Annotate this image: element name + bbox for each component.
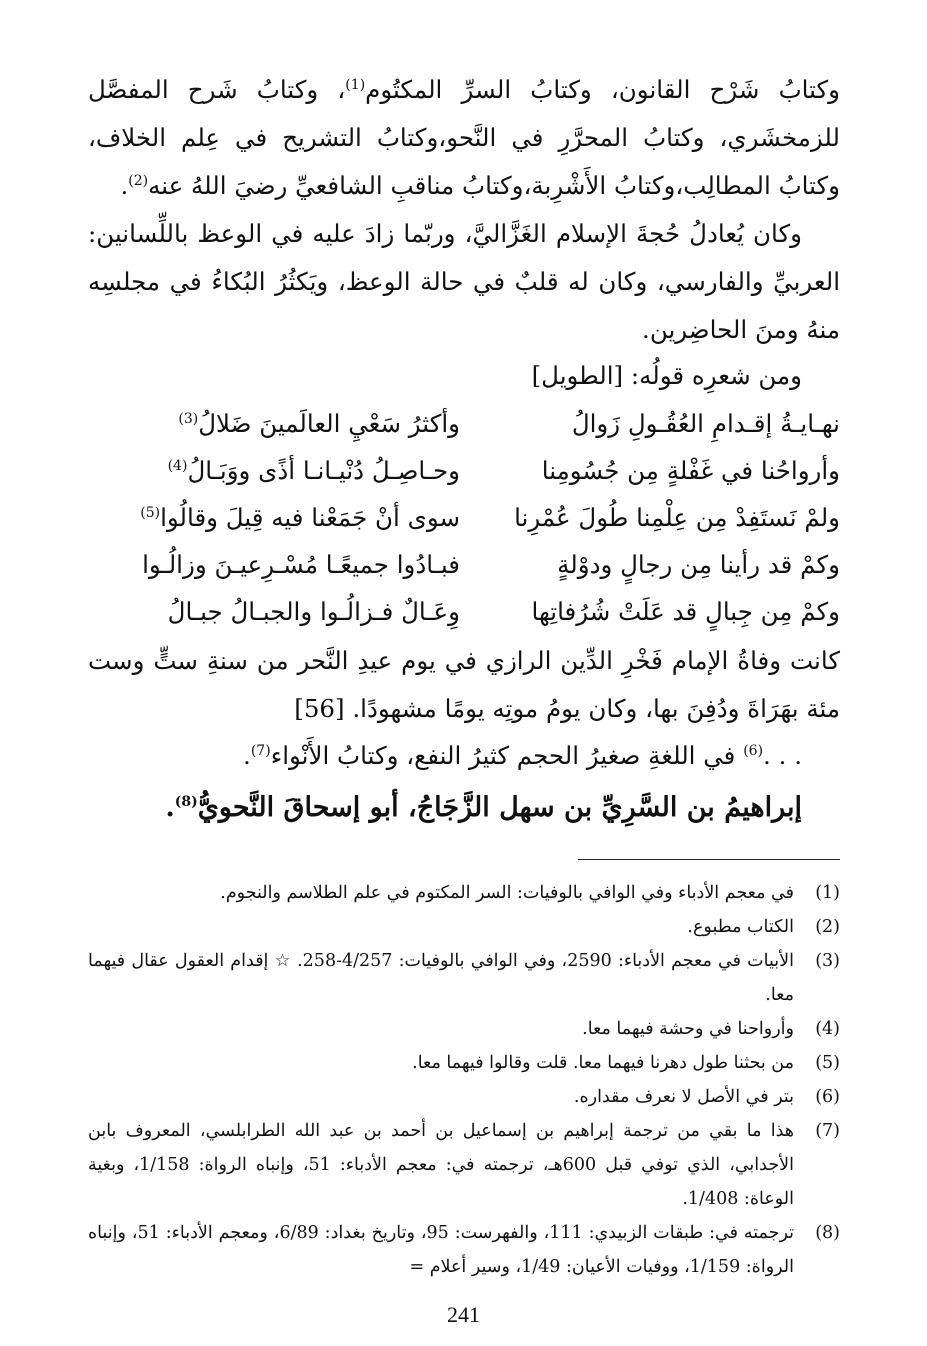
footnote-number: (8)	[815, 1223, 840, 1243]
text-run: في اللغةِ صغيرُ الحجم كثيرُ النفع، وكتابُ الأَنْواء	[270, 741, 744, 770]
footnote-text: في معجم الأدباء وفي الوافي بالوفيات: السر المكتوم في علم الطلاسم والنجوم.	[220, 883, 794, 903]
paragraph-death: كانت وفاةُ الإمام فَخْرِ الدِّين الرازي في يوم عيدِ النَّحر من سنةِ ستٍّ وست مئة بهَرَاةَ ودُفِنَ بها، وكان يومُ موتِه يومًا مشهودًا. [56]	[88, 646, 840, 723]
verse-line	[88, 494, 840, 541]
footnote-number: (2)	[815, 917, 840, 937]
footnote	[88, 1046, 840, 1080]
footnote-number: (7)	[815, 1121, 840, 1141]
hemistich-first: ولمْ نَستَفِدْ مِن عِلْمِنا طُولَ عُمْرِنا	[514, 503, 840, 532]
text-run: .	[243, 741, 251, 770]
paragraph-books	[88, 66, 840, 210]
footnotes	[88, 876, 840, 1284]
footnote-ref[interactable]: (6)	[743, 742, 764, 759]
paragraph-fragment	[88, 733, 840, 779]
footnote-ref[interactable]: (1)	[345, 76, 366, 93]
hemistich-first: نهـايـةُ إقـدامِ العُقُـولِ زَوالُ	[571, 409, 840, 438]
hemistich-first: وكمْ قد رأينا مِن رجالٍ ودوْلةٍ	[557, 550, 840, 579]
poem	[88, 400, 840, 635]
footnote-text: الكتاب مطبوع.	[687, 917, 794, 937]
hemistich-second: وِعَـالٌ فـزالُـوا والجبـالُ جبـالُ	[167, 597, 460, 626]
verse-line	[88, 400, 840, 447]
footnote	[88, 876, 840, 910]
footnote-ref[interactable]: (2)	[128, 172, 149, 189]
footnote-text: من بحثنا طول دهرنا فيهما معا. قلت وقالوا فيهما معا.	[412, 1053, 794, 1073]
text-run: وكتابُ شَرْح القانون، وكتابُ السرِّ المكتُوم	[365, 75, 840, 104]
hemistich-second	[88, 494, 460, 541]
footnote	[88, 1114, 840, 1216]
footnote-ref[interactable]: (3)	[178, 410, 199, 427]
text-run: ، وكتابُ شَرح المفصَّل للزمخشَري، وكتابُ المحرَّرِ في النَّحو،وكتابُ التشريح في عِلم الخلاف، وكتابُ المطالِب،وكتابُ الأَشْرِبة،وكتابُ مناقبِ الشافعيِّ رضيَ اللهُ عنه	[88, 75, 840, 200]
footnote-ref[interactable]: (4)	[167, 457, 188, 474]
ellipsis: . . .	[763, 741, 802, 770]
footnote	[88, 1080, 840, 1114]
heading-end: .	[165, 792, 175, 823]
footnote-text: بتر في الأصل لا نعرف مقداره.	[573, 1087, 794, 1107]
hemistich-first: وأرواحُنا في غَفْلةٍ مِن جُسُومِنا	[541, 456, 840, 485]
verse-line	[88, 447, 840, 494]
footnote-ref[interactable]: (5)	[140, 504, 161, 521]
footnote-text: هذا ما بقي من ترجمة إبراهيم بن إسماعيل بن أحمد بن عبد الله الطرابلسي، المعروف بابن الأجدابي، الذي توفي قبل 600هـ، ترجمته في: معجم الأدباء: 51، وإنباه الرواة: 1/158، وبغية الوعاة: 1/408.	[88, 1121, 795, 1209]
poem-intro: ومن شعرِه قولُه: [الطويل]	[531, 361, 802, 390]
footnote	[88, 1012, 840, 1046]
footnote-text: وأرواحنا في وحشة فيهما معا.	[582, 1019, 794, 1039]
page-body	[88, 66, 840, 1284]
footnote-number: (6)	[815, 1087, 840, 1107]
page-number: 241	[447, 1302, 480, 1327]
footnote-number: (1)	[815, 883, 840, 903]
footnote-number: (5)	[815, 1053, 840, 1073]
footnote	[88, 944, 840, 1012]
hemistich-first: وكمْ مِن جِبالٍ قد عَلَتْ شُرُفاتِها	[531, 597, 840, 626]
footnote-separator	[578, 859, 840, 860]
footnote-number: (3)	[815, 951, 840, 971]
footnote-text: الأبيات في معجم الأدباء: 2590، وفي الوافي بالوفيات: 4/257-258. ☆ إقدام العقول عقال فيهما معا.	[88, 951, 794, 1005]
hemistich-second	[88, 400, 460, 447]
footnote-number: (4)	[815, 1019, 840, 1039]
paragraph-preaching: وكان يُعادلُ حُجةَ الإسلام الغَزَّاليَّ، وربّما زادَ عليه في الوعظ باللِّسانين: العربيِّ والفارسي، وكان له قلبٌ في حالة الوعظ، ويَكثُرُ البُكاءُ في مجلسِه منهُ ومنَ الحاضِرين.	[88, 219, 840, 344]
footnote-ref[interactable]: (7)	[250, 742, 271, 759]
hemistich-text: سوى أنْ جَمَعْنا فيه قِيلَ وقالُوا	[160, 503, 460, 532]
hemistich-text: وحـاصِـلُ دُنْيـانـا أذًى ووَبَـالُ	[187, 456, 460, 485]
footnote	[88, 910, 840, 944]
footnote	[88, 1216, 840, 1284]
footnote-ref[interactable]: (8)	[174, 794, 198, 810]
entry-heading	[88, 779, 840, 837]
hemistich-second: فبـادُوا جميعًـا مُسْـرِعيـنَ وزالُـوا	[142, 550, 460, 579]
verse-line	[88, 541, 840, 588]
text-run: .	[120, 171, 129, 200]
verse-line	[88, 588, 840, 635]
footnote-text: ترجمته في: طبقات الزبيدي: 111، والفهرست: 95، وتاريخ بغداد: 6/89، ومعجم الأدباء: 51، وإنباه الرواة: 1/159، ووفيات الأعيان: 1/49، وسير أعلام =	[88, 1223, 794, 1277]
heading-text: إبراهيمُ بن السَّرِيِّ بن سهل الزَّجَاجُ، أبو إسحاقَ النَّحويُّ	[197, 792, 802, 823]
hemistich-second	[88, 447, 460, 494]
hemistich-text: وأكثرُ سَعْيِ العالَمينَ ضَلالُ	[198, 409, 460, 438]
